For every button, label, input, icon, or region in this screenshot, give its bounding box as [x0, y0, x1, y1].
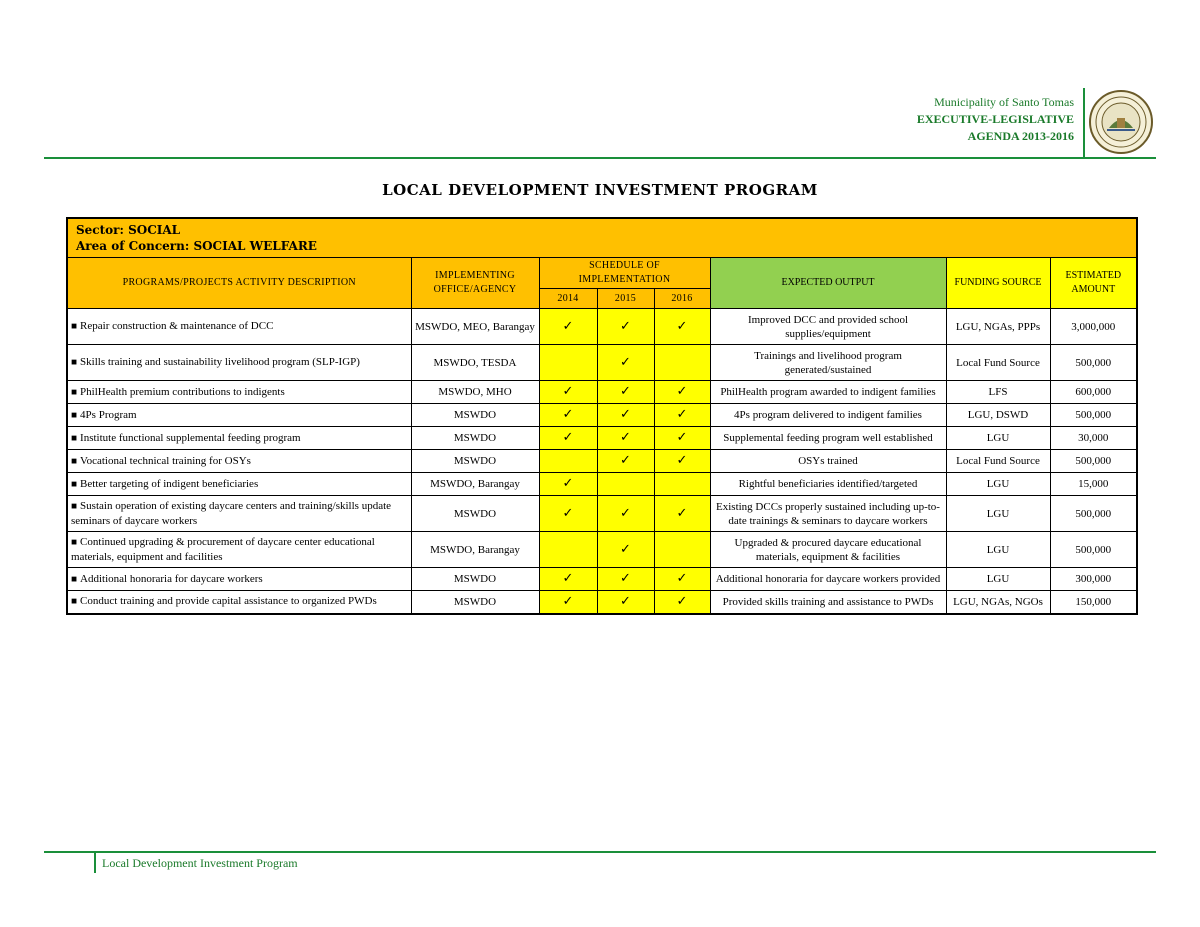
col-header-year-2014: 2014 — [539, 289, 597, 309]
square-bullet-icon: ■ — [71, 432, 78, 444]
expected-output: Rightful beneficiaries identified/targeted — [710, 473, 946, 496]
expected-output: OSYs trained — [710, 450, 946, 473]
expected-output: Trainings and livelihood program generated/sustained — [710, 345, 946, 381]
square-bullet-icon: ■ — [71, 386, 78, 398]
col-header-year-2015: 2015 — [597, 289, 654, 309]
program-text: Conduct training and provide capital assistance to organized PWDs — [80, 595, 377, 608]
col-header-year-2016: 2016 — [654, 289, 710, 309]
funding-source: Local Fund Source — [946, 345, 1050, 381]
implementing-office: MSWDO — [411, 427, 539, 450]
document-header — [917, 94, 1074, 145]
program-text: Additional honoraria for daycare workers — [80, 572, 263, 585]
square-bullet-icon: ■ — [71, 478, 78, 490]
program-text: Sustain operation of existing daycare centers and training/skills update seminars of daycare workers — [71, 500, 392, 527]
col-header-amount: ESTIMATED AMOUNT — [1050, 258, 1137, 309]
schedule-check-2015: ✓ — [597, 532, 654, 568]
schedule-check-2016: ✓ — [654, 568, 710, 591]
schedule-check-2014 — [539, 450, 597, 473]
schedule-check-2014: ✓ — [539, 473, 597, 496]
expected-output: Improved DCC and provided school supplies/equipment — [710, 309, 946, 345]
table-body — [67, 309, 1137, 614]
schedule-check-2014 — [539, 345, 597, 381]
schedule-check-2015: ✓ — [597, 591, 654, 614]
table-row — [67, 532, 1137, 568]
investment-program-table — [66, 217, 1138, 615]
table-row — [67, 450, 1137, 473]
funding-source: LGU, DSWD — [946, 404, 1050, 427]
schedule-check-2014: ✓ — [539, 568, 597, 591]
agenda-line-2: AGENDA 2013-2016 — [967, 129, 1074, 143]
implementing-office: MSWDO, Barangay — [411, 532, 539, 568]
schedule-check-2014: ✓ — [539, 427, 597, 450]
municipal-seal-logo — [1089, 90, 1153, 154]
funding-source: LGU — [946, 496, 1050, 532]
implementing-office: MSWDO — [411, 568, 539, 591]
program-description — [67, 568, 411, 591]
footer-divider — [94, 853, 96, 873]
expected-output: Supplemental feeding program well established — [710, 427, 946, 450]
schedule-check-2016: ✓ — [654, 404, 710, 427]
col-header-office: IMPLEMENTING OFFICE/AGENCY — [411, 258, 539, 309]
program-description — [67, 381, 411, 404]
schedule-check-2014: ✓ — [539, 309, 597, 345]
table-row — [67, 496, 1137, 532]
schedule-check-2015: ✓ — [597, 309, 654, 345]
funding-source: LGU — [946, 427, 1050, 450]
schedule-check-2015: ✓ — [597, 496, 654, 532]
sector-label: Sector: SOCIAL — [76, 223, 181, 237]
funding-source: Local Fund Source — [946, 450, 1050, 473]
square-bullet-icon: ■ — [71, 321, 78, 332]
implementing-office: MSWDO, MHO — [411, 381, 539, 404]
program-description — [67, 345, 411, 381]
expected-output: PhilHealth program awarded to indigent families — [710, 381, 946, 404]
square-bullet-icon: ■ — [71, 409, 78, 421]
table-row — [67, 591, 1137, 614]
col-header-funding: FUNDING SOURCE — [946, 258, 1050, 309]
agenda-line-1: EXECUTIVE-LEGISLATIVE — [916, 112, 1074, 126]
col-header-schedule: SCHEDULE OF IMPLEMENTATION — [539, 258, 710, 289]
table-row — [67, 381, 1137, 404]
expected-output: 4Ps program delivered to indigent families — [710, 404, 946, 427]
implementing-office: MSWDO — [411, 591, 539, 614]
estimated-amount: 300,000 — [1050, 568, 1137, 591]
program-text: Vocational technical training for OSYs — [80, 454, 251, 467]
program-text: Repair construction & maintenance of DCC — [80, 320, 274, 332]
program-text: 4Ps Program — [80, 408, 137, 421]
sector-banner — [67, 218, 1137, 258]
table-row — [67, 568, 1137, 591]
schedule-check-2014 — [539, 532, 597, 568]
header-rule — [44, 157, 1156, 159]
program-text: Institute functional supplemental feeding program — [80, 431, 301, 444]
schedule-check-2016: ✓ — [654, 450, 710, 473]
table-row — [67, 473, 1137, 496]
schedule-check-2015: ✓ — [597, 450, 654, 473]
program-description — [67, 532, 411, 568]
schedule-check-2015: ✓ — [597, 345, 654, 381]
schedule-check-2016: ✓ — [654, 591, 710, 614]
schedule-check-2016 — [654, 345, 710, 381]
program-description — [67, 496, 411, 532]
square-bullet-icon: ■ — [71, 596, 78, 608]
funding-source: LGU — [946, 473, 1050, 496]
square-bullet-icon: ■ — [71, 455, 78, 467]
program-text: Skills training and sustainability livelihood program (SLP-IGP) — [80, 356, 360, 368]
schedule-check-2016: ✓ — [654, 309, 710, 345]
estimated-amount: 500,000 — [1050, 532, 1137, 568]
estimated-amount: 500,000 — [1050, 404, 1137, 427]
header-divider — [1083, 88, 1085, 158]
funding-source: LGU, NGAs, NGOs — [946, 591, 1050, 614]
col-header-output: EXPECTED OUTPUT — [710, 258, 946, 309]
program-text: Better targeting of indigent beneficiaries — [80, 477, 259, 490]
funding-source: LGU — [946, 568, 1050, 591]
schedule-check-2015: ✓ — [597, 427, 654, 450]
expected-output: Existing DCCs properly sustained including up-to-date trainings & seminars to daycare workers — [710, 496, 946, 532]
funding-source: LGU, NGAs, PPPs — [946, 309, 1050, 345]
schedule-check-2016: ✓ — [654, 427, 710, 450]
schedule-check-2016: ✓ — [654, 496, 710, 532]
implementing-office: MSWDO, Barangay — [411, 473, 539, 496]
schedule-check-2016 — [654, 473, 710, 496]
program-description — [67, 450, 411, 473]
program-description — [67, 427, 411, 450]
schedule-check-2014: ✓ — [539, 381, 597, 404]
table-row — [67, 345, 1137, 381]
program-description — [67, 591, 411, 614]
schedule-check-2015: ✓ — [597, 381, 654, 404]
col-header-programs: PROGRAMS/PROJECTS ACTIVITY DESCRIPTION — [67, 258, 411, 309]
estimated-amount: 600,000 — [1050, 381, 1137, 404]
estimated-amount: 30,000 — [1050, 427, 1137, 450]
schedule-check-2014: ✓ — [539, 404, 597, 427]
expected-output: Additional honoraria for daycare workers provided — [710, 568, 946, 591]
expected-output: Provided skills training and assistance to PWDs — [710, 591, 946, 614]
schedule-check-2014: ✓ — [539, 496, 597, 532]
estimated-amount: 500,000 — [1050, 496, 1137, 532]
schedule-check-2015 — [597, 473, 654, 496]
funding-source: LFS — [946, 381, 1050, 404]
estimated-amount: 500,000 — [1050, 345, 1137, 381]
implementing-office: MSWDO, MEO, Barangay — [411, 309, 539, 345]
program-description — [67, 309, 411, 345]
funding-source: LGU — [946, 532, 1050, 568]
implementing-office: MSWDO, TESDA — [411, 345, 539, 381]
schedule-check-2016: ✓ — [654, 381, 710, 404]
program-description — [67, 404, 411, 427]
footer-title: Local Development Investment Program — [102, 856, 298, 870]
table-row — [67, 309, 1137, 345]
square-bullet-icon: ■ — [71, 501, 78, 512]
schedule-check-2014: ✓ — [539, 591, 597, 614]
table-row — [67, 427, 1137, 450]
footer-rule — [44, 851, 1156, 853]
program-description — [67, 473, 411, 496]
square-bullet-icon: ■ — [71, 537, 78, 548]
schedule-check-2016 — [654, 532, 710, 568]
implementing-office: MSWDO — [411, 496, 539, 532]
area-of-concern-label: Area of Concern: SOCIAL WELFARE — [76, 239, 317, 253]
estimated-amount: 150,000 — [1050, 591, 1137, 614]
estimated-amount: 500,000 — [1050, 450, 1137, 473]
implementing-office: MSWDO — [411, 404, 539, 427]
estimated-amount: 3,000,000 — [1050, 309, 1137, 345]
implementing-office: MSWDO — [411, 450, 539, 473]
square-bullet-icon: ■ — [71, 357, 78, 368]
expected-output: Upgraded & procured daycare educational materials, equipment & facilities — [710, 532, 946, 568]
program-text: Continued upgrading & procurement of daycare center educational materials, equipment and facilities — [71, 536, 375, 563]
schedule-check-2015: ✓ — [597, 404, 654, 427]
square-bullet-icon: ■ — [71, 573, 78, 585]
page-title: LOCAL DEVELOPMENT INVESTMENT PROGRAM — [382, 181, 818, 199]
municipality-name: Municipality of Santo Tomas — [934, 95, 1074, 109]
estimated-amount: 15,000 — [1050, 473, 1137, 496]
table-row — [67, 404, 1137, 427]
program-text: PhilHealth premium contributions to indigents — [80, 385, 285, 398]
schedule-check-2015: ✓ — [597, 568, 654, 591]
